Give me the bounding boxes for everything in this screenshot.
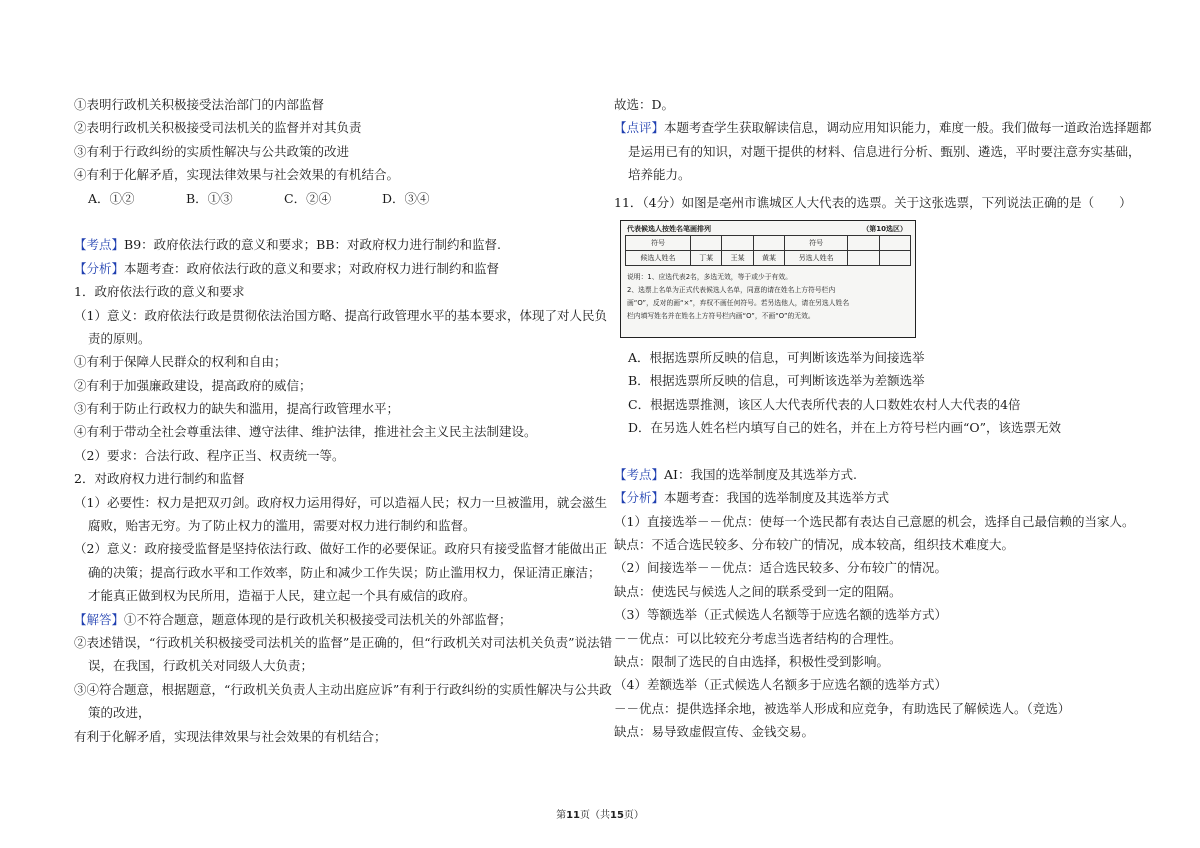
left-column: [74, 93, 613, 748]
answer-choices: [74, 187, 594, 210]
solution-line: 误，在我国，行政机关对同级人大负责；: [88, 658, 314, 674]
comment-line: 培养能力。: [628, 167, 691, 183]
analysis-line: 1．政府依法行政的意义和要求: [74, 284, 245, 300]
comment-line: 是运用已有的知识，对题干提供的材料、信息进行分析、甄别、遴选，平时要注意夯实基础，: [628, 143, 1141, 159]
kaodian-line: [614, 463, 1134, 486]
question-11-stem: 11．（4分）如图是亳州市谯城区人大代表的选票。关于这张选票，下列说法正确的是（ ）: [614, 194, 1132, 210]
choice-a: A．①②: [88, 190, 135, 206]
fenxi-text: 本题考查：我国的选举制度及其选举方式: [664, 490, 890, 506]
dianping-tag: 【点评】: [614, 120, 665, 136]
ballot-other-cell: [848, 250, 879, 265]
q11-option-c: C．根据选票推测，该区人大代表所代表的人口数姓农村人大代表的4倍: [628, 396, 1021, 412]
solution-line: ③④符合题意，根据题意，“行政机关负责人主动出庭应诉”有利于行政纠纷的实质性解决与公共政: [74, 681, 612, 697]
analysis-line: ②有利于加强廉政建设，提高政府的威信；: [74, 377, 312, 393]
analysis-line: 缺点：使选民与候选人之间的联系受到一定的阻隔。: [614, 583, 902, 599]
analysis-line: －－优点：提供选择余地，被选举人形成和应竞争，有助选民了解候选人。（竞选）: [614, 700, 1071, 716]
ballot-other-label: 另选人姓名: [785, 250, 848, 265]
footer-mid: 页（共: [580, 810, 610, 821]
analysis-line: 腐败，贻害无穷。为了防止权力的滥用，需要对权力进行制约和监督。: [88, 518, 476, 534]
fenxi-tag: 【分析】: [74, 260, 125, 276]
q11-option-b: B．根据选票所反映的信息，可判断该选举为差额选举: [628, 373, 925, 389]
analysis-line: －－优点：可以比较充分考虑当选者结构的合理性。: [614, 630, 902, 646]
choice-b: B．①③: [186, 190, 233, 206]
jieda-text: ①不符合题意，题意体现的是行政机关积极接受司法机关的外部监督；: [124, 611, 512, 627]
dianping-line: [614, 116, 1152, 139]
ballot-candidate: 王某: [722, 250, 753, 265]
analysis-line: （3）等额选举（正式候选人名额等于应选名额的选举方式）: [614, 607, 947, 623]
solution-line: 有利于化解矛盾，实现法律效果与社会效果的有机结合；: [74, 728, 387, 744]
analysis-line: 2．对政府权力进行制约和监督: [74, 471, 245, 487]
page-number: 11: [566, 810, 580, 821]
choice-d: D．③④: [382, 190, 430, 206]
ballot-header: 代表候选人按姓名笔画排列: [627, 224, 711, 233]
ballot-symbol-cell: [879, 235, 910, 250]
jieda-tag: 【解答】: [74, 611, 125, 627]
ballot-symbol-cell: [753, 235, 784, 250]
analysis-line: ③有利于防止行政权力的缺失和滥用，提高行政管理水平；: [74, 401, 400, 417]
fenxi-line: [614, 486, 1134, 509]
ballot-note: 栏内填写姓名并在姓名上方符号栏内画“O”，不画“O”的无效。: [627, 311, 815, 320]
question-option: ②表明行政机关积极接受司法机关的监督并对其负责: [74, 120, 362, 136]
analysis-line: 确的决策；提高行政水平和工作效率，防止和减少工作失误；防止滥用权力，保证清正廉洁；: [88, 564, 601, 580]
ballot-symbol-cell: [848, 235, 879, 250]
ballot-symbol-label: 符号: [785, 235, 848, 250]
fenxi-line: [74, 257, 594, 280]
ballot-other-cell: [879, 250, 910, 265]
question-option: ④有利于化解矛盾，实现法律效果与社会效果的有机结合。: [74, 167, 400, 183]
right-column: [614, 93, 1152, 744]
ballot-note: 2、选票上名单为正式代表候选人名单，同意的请在姓名上方符号栏内: [627, 285, 836, 294]
analysis-line: 缺点：易导致虚假宣传、金钱交易。: [614, 724, 815, 740]
ballot-notes: [627, 271, 907, 323]
fenxi-tag: 【分析】: [614, 490, 665, 506]
footer-post: 页）: [623, 810, 644, 821]
ballot-candidate-label: 候选人姓名: [626, 250, 691, 265]
analysis-line: （2）间接选举－－优点：适合选民较多、分布较广的情况。: [614, 560, 947, 576]
ballot-symbol-label: 符号: [626, 235, 691, 250]
analysis-line: 缺点：限制了选民的自由选择，积极性受到影响。: [614, 654, 890, 670]
analysis-line: ④有利于带动全社会尊重法律、遵守法律、维护法律，推进社会主义民主法制建设。: [74, 424, 537, 440]
ballot-symbol-cell: [722, 235, 753, 250]
analysis-line: （1）直接选举－－优点：使每一个选民都有表达自己意愿的机会，选择自己最信赖的当家人。: [614, 513, 1135, 529]
question-option: ③有利于行政纠纷的实质性解决与公共政策的改进: [74, 143, 350, 159]
answer-line: 故选：D。: [614, 97, 675, 112]
kaodian-line: [74, 233, 594, 256]
analysis-line: （1）意义：政府依法行政是贯彻依法治国方略、提高行政管理水平的基本要求，体现了对人民负: [74, 307, 607, 323]
ballot-image: [620, 220, 916, 338]
analysis-line: （4）差额选举（正式候选人名额多于应选名额的选举方式）: [614, 677, 947, 693]
ballot-table: [625, 235, 911, 266]
ballot-symbol-cell: [691, 235, 722, 250]
solution-line: ②表述错误，“行政机关积极接受司法机关的监督”是正确的，但“行政机关对司法机关负责”说法错: [74, 634, 613, 650]
analysis-line: 才能真正做到权为民所用，造福于人民，建立起一个具有威信的政府。: [88, 588, 476, 604]
analysis-line: ①有利于保障人民群众的权利和自由；: [74, 354, 287, 370]
question-option: ①表明行政机关积极接受法治部门的内部监督: [74, 97, 325, 112]
ballot-note: 说明：1、应选代表2名，多选无效，等于或少于有效。: [627, 272, 792, 281]
ballot-candidate: 黄某: [753, 250, 784, 265]
jieda-line: [74, 608, 594, 631]
ballot-candidate: 丁某: [691, 250, 722, 265]
q11-option-a: A．根据选票所反映的信息，可判断该选举为间接选举: [628, 349, 925, 365]
ballot-district: （第10选区）: [862, 224, 907, 233]
choice-c: C．②④: [284, 190, 332, 206]
kaodian-text: B9：政府依法行政的意义和要求；BB：对政府权力进行制约和监督.: [124, 237, 502, 253]
page-total: 15: [610, 810, 624, 821]
kaodian-text: AI：我国的选举制度及其选举方式.: [664, 466, 857, 482]
q11-option-d: D．在另选人姓名栏内填写自己的姓名，并在上方符号栏内画“O”，该选票无效: [628, 420, 1062, 436]
footer-pre: 第: [556, 810, 567, 821]
ballot-note: 画“O”，反对的画“×”，弃权不画任何符号。若另选他人，请在另选人姓名: [627, 298, 850, 307]
analysis-line: （2）要求：合法行政、程序正当、权责统一等。: [74, 447, 345, 463]
analysis-line: 缺点：不适合选民较多、分布较广的情况，成本较高，组织技术难度大。: [614, 537, 1015, 553]
analysis-line: （1）必要性：权力是把双刃剑。政府权力运用得好，可以造福人民；权力一旦被滥用，就会滋生: [74, 494, 607, 510]
kaodian-tag: 【考点】: [614, 466, 665, 482]
analysis-line: （2）意义：政府接受监督是坚持依法行政、做好工作的必要保证。政府只有接受监督才能做出正: [74, 541, 607, 557]
fenxi-text: 本题考查：政府依法行政的意义和要求；对政府权力进行制约和监督: [124, 260, 500, 276]
kaodian-tag: 【考点】: [74, 237, 125, 253]
analysis-line: 责的原则。: [88, 330, 151, 346]
page-footer: [0, 806, 1200, 821]
solution-line: 策的改进，: [88, 705, 151, 721]
dianping-text: 本题考查学生获取解读信息，调动应用知识能力，难度一般。我们做每一道政治选择题都: [664, 120, 1152, 136]
